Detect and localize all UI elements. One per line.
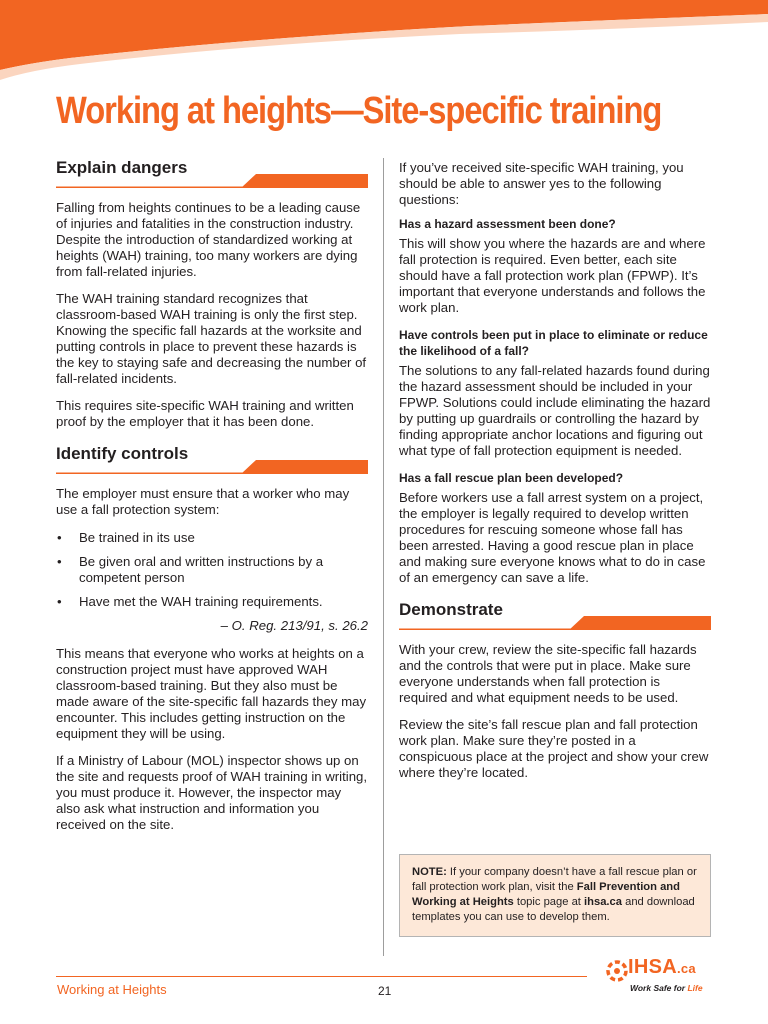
right-column — [399, 160, 711, 792]
list-item: • Be given oral and written instructions by a competent person — [57, 554, 324, 585]
demonstrate-paragraph-1: With your crew, review the site-specific fall hazards and the controls that were put in place. Make sure everyone understands when fall protection is required and what equipment needs to be used. — [399, 642, 697, 705]
demonstrate-paragraph-2: Review the site’s fall rescue plan and fall protection work plan. Make sure they’re posted in a conspicuous place at the project and show your crew where they’re located. — [399, 717, 709, 780]
bullet-icon: • — [57, 594, 62, 609]
page-number: 21 — [378, 984, 392, 998]
bullet-icon: • — [57, 530, 62, 545]
ihsa-site-link[interactable]: ihsa.ca — [584, 896, 622, 908]
answer-paragraph: This will show you where the hazards are and where fall protection is required. Even better, each site should have a fall protection work plan (FPWP). It’s important that everyone understands and follows the work plan. — [399, 236, 706, 315]
header-wave — [0, 0, 768, 80]
identify-controls-heading-block — [56, 444, 368, 474]
explain-paragraph-1: Falling from heights continues to be a leading cause of injuries and fatalities in the construction industry. Despite the introduction of standardized working at heights (WAH) training, too many workers are dying from fall-related injuries. — [56, 200, 361, 279]
answer-paragraph: The solutions to any fall-related hazards found during the hazard assessment should be included in your FPWP. Solutions could include eliminating the hazard by putting up guardrails or controlling the hazard by finding appropriate anchor locations and figuring out what type of fall protection equipment is needed. — [399, 363, 711, 458]
left-column — [56, 158, 368, 844]
question-heading: Has a fall rescue plan been developed? — [399, 471, 624, 485]
note-label: NOTE: — [412, 866, 447, 878]
questions-intro: If you’ve received site-specific WAH training, you should be able to answer yes to the following questions: — [399, 160, 684, 207]
question-heading: Have controls been put in place to eliminate or reduce the likelihood of a fall? — [399, 328, 708, 358]
footer-section-title: Working at Heights — [57, 982, 167, 997]
answer-paragraph: Before workers use a fall arrest system on a project, the employer is legally required to develop written procedures for rescuing someone whose fall has been arrested. Having a good rescue plan in place and making sure everyone knows what to do in case of an emergency can save a life. — [399, 490, 706, 585]
logo-wordmark: IHSA.ca — [628, 956, 696, 978]
ihsa-logo-mark-icon — [604, 958, 630, 984]
fall-prevention-topic-link[interactable]: Fall Prevention and Working at Heights — [412, 881, 680, 908]
identify-intro: The employer must ensure that a worker who may use a fall protection system: — [56, 486, 350, 517]
logo-tagline: Work Safe for Life — [630, 983, 703, 993]
column-divider — [383, 158, 384, 956]
demonstrate-heading-block — [399, 600, 711, 630]
list-item: • Be trained in its use — [57, 530, 195, 545]
page-title: Working at heights—Site-specific training — [56, 90, 662, 132]
requirements-list — [56, 530, 368, 610]
ihsa-logo — [604, 956, 714, 1000]
list-item: • Have met the WAH training requirements. — [57, 594, 323, 609]
identify-paragraph-1: This means that everyone who works at heights on a construction project must have approved WAH classroom-based training. But they also must be made aware of the site-specific fall hazards they may encounter. This includes getting instruction on the equipment they will be using. — [56, 646, 367, 741]
explain-dangers-heading-block — [56, 158, 368, 188]
explain-dangers-heading: Explain dangers — [56, 158, 188, 177]
demonstrate-heading: Demonstrate — [399, 600, 503, 619]
explain-paragraph-3: This requires site-specific WAH training and written proof by the employer that it has been done. — [56, 398, 354, 429]
footer-rule — [56, 976, 587, 977]
bullet-icon: • — [57, 554, 62, 569]
regulation-citation: – O. Reg. 213/91, s. 26.2 — [220, 618, 368, 633]
explain-paragraph-2: The WAH training standard recognizes that classroom-based WAH training is only the first step. Knowing the specific fall hazards at the worksite and putting controls in place to prevent these hazards is the key to staying safe and decreasing the number of fall-related incidents. — [56, 291, 367, 386]
identify-controls-heading: Identify controls — [56, 444, 189, 463]
note-box: NOTE: If your company doesn’t have a fall rescue plan or fall protection work plan, visit the Fall Prevention and Working at Heights topic page at ihsa.ca and download templates you can use to develop them. — [399, 854, 711, 937]
question-heading: Has a hazard assessment been done? — [399, 217, 616, 231]
identify-paragraph-2: If a Ministry of Labour (MOL) inspector shows up on the site and requests proof of WAH training in writing, you must produce it. However, the inspector may also ask what instruction and information you received on the site. — [56, 753, 368, 832]
